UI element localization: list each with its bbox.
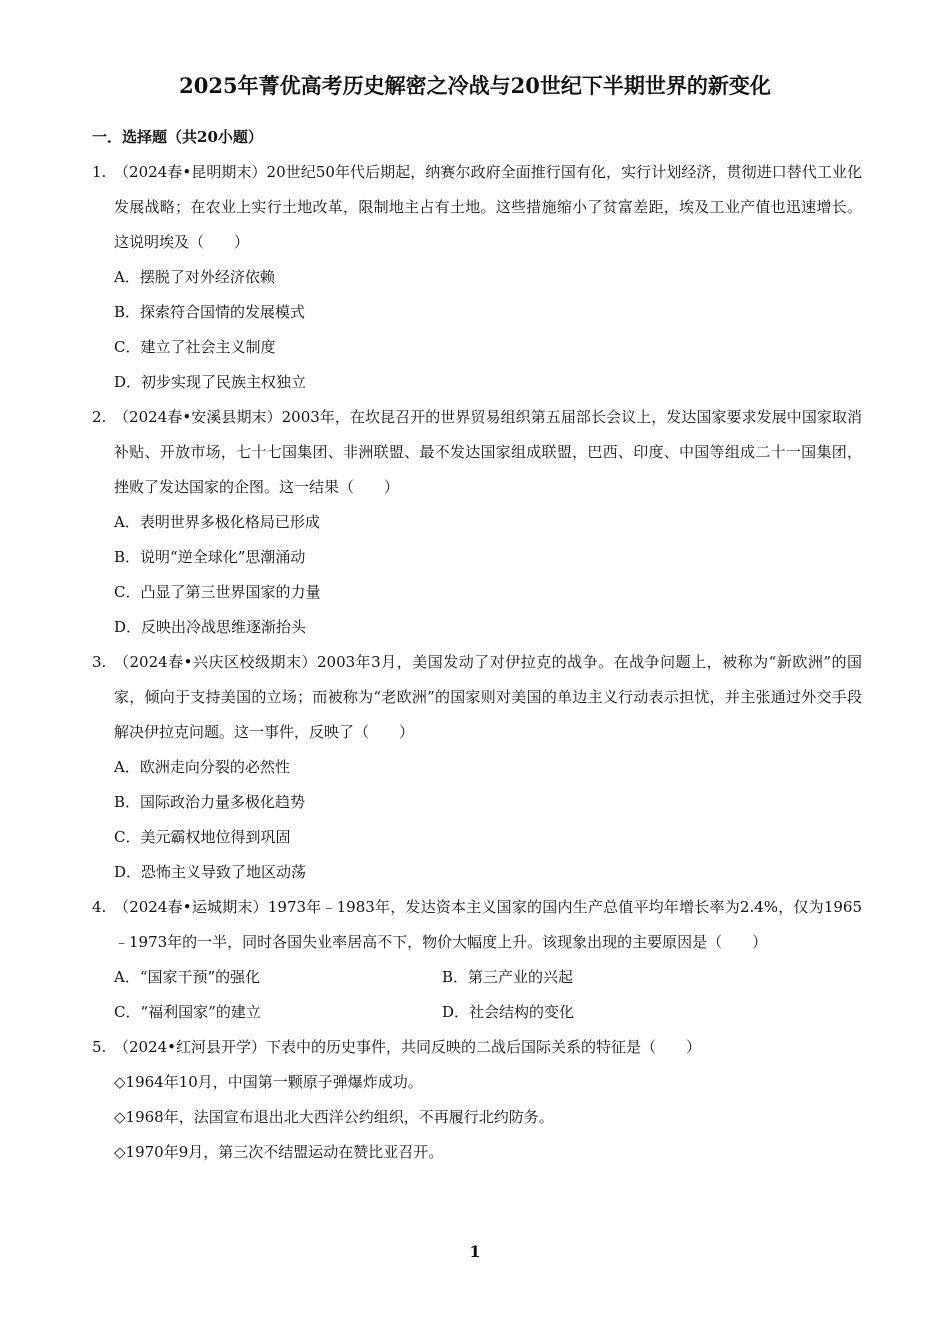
option-c: C．“福利国家”的建立 xyxy=(114,1003,261,1021)
table-item: ◇1964年10月，中国第一颗原子弹爆炸成功。 xyxy=(114,1073,423,1091)
option-d: D．恐怖主义导致了地区动荡 xyxy=(114,863,307,881)
option-b: B．探索符合国情的发展模式 xyxy=(114,303,306,321)
question-5 xyxy=(92,1030,862,1170)
question-number: 1. xyxy=(92,163,107,181)
option-a: A．欧洲走向分裂的必然性 xyxy=(114,758,290,776)
table-item: ◇1968年，法国宣布退出北大西洋公约组织，不再履行北约防务。 xyxy=(114,1108,554,1126)
question-2 xyxy=(92,400,862,645)
question-text: （2024春•兴庆区校级期末）2003年3月，美国发动了对伊拉克的战争。在战争问题上，被称为“新欧洲”的国家，倾向于支持美国的立场；而被称为“老欧洲”的国家则对美国的单边主义行动表示担忧，并主张通过外交手段解决伊拉克问题。这一事件，反映了（ ） xyxy=(114,653,862,741)
question-stem xyxy=(92,1030,862,1065)
option-d: D．初步实现了民族主权独立 xyxy=(114,373,307,391)
option-a: A．“国家干预”的强化 xyxy=(114,968,261,986)
question-stem xyxy=(92,400,862,505)
option-d: D．反映出冷战思维逐渐抬头 xyxy=(114,618,307,636)
section-heading: 一．选择题（共20小题） xyxy=(92,128,263,146)
table-item: ◇1970年9月，第三次不结盟运动在赞比亚召开。 xyxy=(114,1143,444,1161)
question-stem xyxy=(92,890,862,960)
option-b: B．国际政治力量多极化趋势 xyxy=(114,793,306,811)
question-4 xyxy=(92,890,862,1030)
option-b: B．第三产业的兴起 xyxy=(442,968,574,986)
question-text: （2024春•安溪县期末）2003年，在坎昆召开的世界贸易组织第五届部长会议上，发达国家要求发展中国家取消补贴、开放市场，七十七国集团、非洲联盟、最不发达国家组成联盟，巴西、印度、中国等组成二十一国集团，挫败了发达国家的企图。这一结果（ ） xyxy=(114,408,862,496)
option-c: C．建立了社会主义制度 xyxy=(114,338,276,356)
question-number: 4. xyxy=(92,898,107,916)
option-a: A．摆脱了对外经济依赖 xyxy=(114,268,275,286)
question-number: 5. xyxy=(92,1038,107,1056)
option-a: A．表明世界多极化格局已形成 xyxy=(114,513,320,531)
page-number: 1 xyxy=(469,1242,481,1261)
option-b: B．说明“逆全球化”思潮涌动 xyxy=(114,548,306,566)
option-c: C．凸显了第三世界国家的力量 xyxy=(114,583,321,601)
question-stem xyxy=(92,155,862,260)
option-d: D．社会结构的变化 xyxy=(442,1003,575,1021)
options-row xyxy=(92,995,862,1030)
question-stem xyxy=(92,645,862,750)
question-text: （2024春•运城期末）1973年﹣1983年，发达资本主义国家的国内生产总值平均年增长率为2.4%，仅为1965﹣1973年的一半，同时各国失业率居高不下，物价大幅度上升。该现象出现的主要原因是（ ） xyxy=(114,898,862,951)
options-row xyxy=(92,960,862,995)
question-number: 3. xyxy=(92,653,107,671)
question-text: （2024•红河县开学）下表中的历史事件，共同反映的二战后国际关系的特征是（ ） xyxy=(114,1038,702,1056)
question-1 xyxy=(92,155,862,400)
document-title: 2025年菁优高考历史解密之冷战与20世纪下半期世界的新变化 xyxy=(179,73,771,98)
question-text: （2024春•昆明期末）20世纪50年代后期起，纳赛尔政府全面推行国有化，实行计划经济，贯彻进口替代工业化发展战略；在农业上实行土地改革，限制地主占有土地。这些措施缩小了贫富差距，埃及工业产值也迅速增长。这说明埃及（ ） xyxy=(114,163,862,251)
question-number: 2. xyxy=(92,408,107,426)
question-3 xyxy=(92,645,862,890)
questions-list xyxy=(92,155,862,1170)
option-c: C．美元霸权地位得到巩固 xyxy=(114,828,291,846)
